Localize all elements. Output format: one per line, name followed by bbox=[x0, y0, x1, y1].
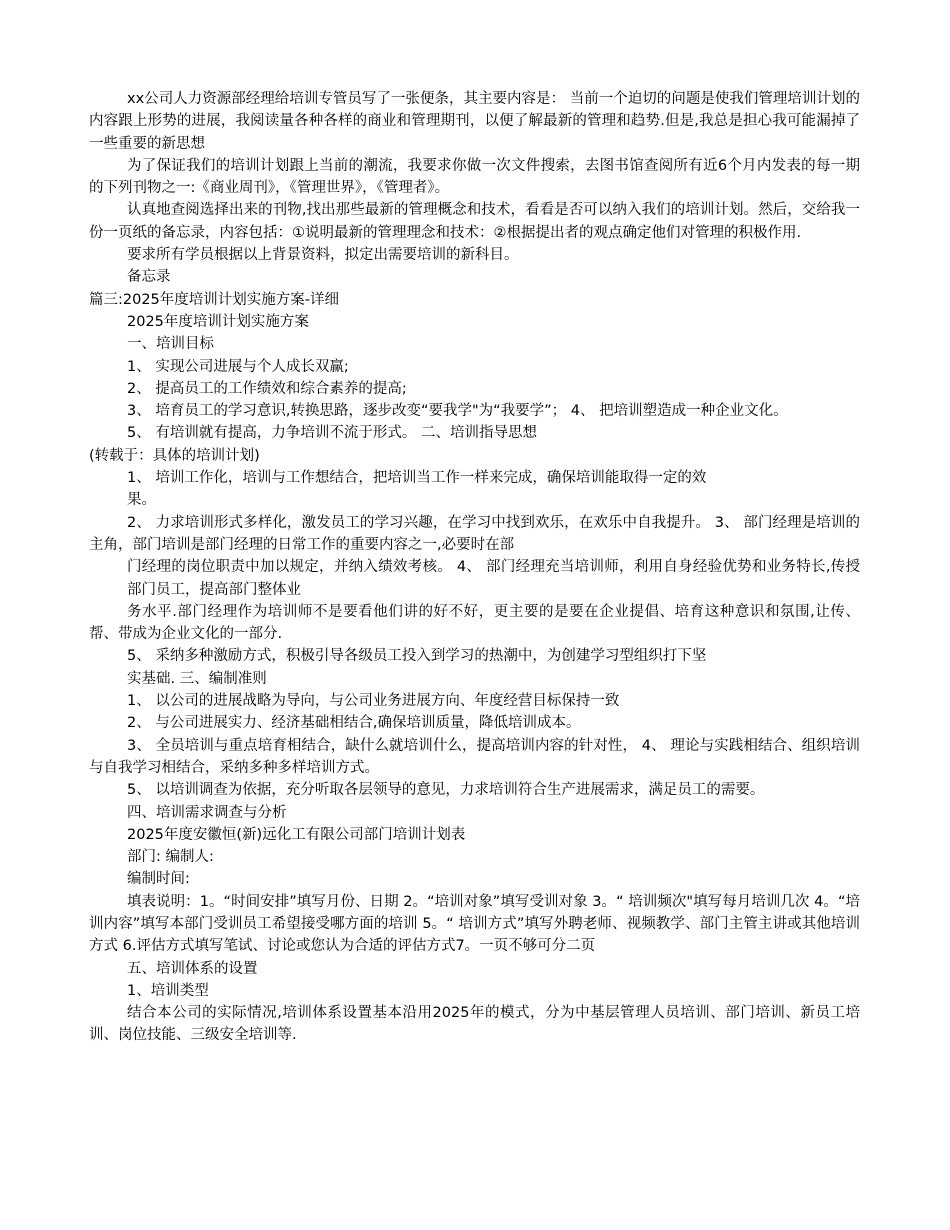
paragraph: 2025年度安徽恒(新)远化工有限公司部门培训计划表 bbox=[127, 826, 466, 843]
paragraph: 编制时间: bbox=[127, 871, 190, 888]
paragraph: 务水平.部门经理作为培训师不是要看他们讲的好不好，更主要的是要在企业提倡、培育这种意识和氛围,让传、帮、带成为企业文化的一部分. bbox=[89, 603, 860, 643]
paragraph: 3、 全员培训与重点培育相结合，缺什么就培训什么，提高培训内容的针对性， 4、 理论与实践相结合、组织培训与自我学习相结合，采纳多种多样培训方式。 bbox=[89, 737, 860, 776]
paragraph: (转载于：具体的培训计划) bbox=[89, 447, 260, 464]
paragraph: 3、 培育员工的学习意识,转换思路，逐步改变“要我学"为“我要学”； 4、 把培训塑造成一种企业文化。 bbox=[127, 403, 788, 420]
paragraph: 果。 bbox=[127, 492, 156, 509]
paragraph: 实基础. 三、编制准则 bbox=[127, 670, 267, 687]
paragraph: 一、培训目标 bbox=[127, 336, 214, 353]
paragraph: 为了保证我们的培训计划跟上当前的潮流，我要求你做一次文件搜索，去图书馆查阅所有近6个月内发表的每一期的下列刊物之一:《商业周刊》，《管理世界》，《管理者》。 bbox=[89, 157, 860, 197]
paragraph: 五、培训体系的设置 bbox=[127, 960, 258, 977]
paragraph: 5、 以培训调查为依据，充分听取各层领导的意见，力求培训符合生产进展需求，满足员工的需要。 bbox=[127, 782, 765, 799]
paragraph: 要求所有学员根据以上背景资料，拟定出需要培训的新科目。 bbox=[127, 247, 519, 264]
paragraph: 1、 培训工作化，培训与工作想结合，把培训当工作一样来完成，确保培训能取得一定的效 bbox=[127, 470, 707, 487]
paragraph: 四、培训需求调查与分析 bbox=[127, 804, 287, 821]
paragraph: 部门: 编制人: bbox=[127, 849, 214, 866]
paragraph: 认真地查阅选择出来的刊物,找出那些最新的管理概念和技术，看看是否可以纳入我们的培训计划。然后，交给我一份一页纸的备忘录，内容包括：①说明最新的管理理念和技术：②根据提出者的观点确定他们对管理的积极作用. bbox=[89, 202, 860, 241]
paragraph: 门经理的岗位职责中加以规定，并纳入绩效考核。 4、 部门经理充当培训师，利用自身经验优势和业务特长,传授部门员工，提高部门整体业 bbox=[127, 559, 860, 598]
paragraph: 1、 以公司的进展战略为导向，与公司业务进展方向、年度经营目标保持一致 bbox=[127, 693, 620, 710]
paragraph: 篇三:2025年度培训计划实施方案-详细 bbox=[89, 291, 340, 308]
paragraph: 2、 力求培训形式多样化，激发员工的学习兴趣，在学习中找到欢乐，在欢乐中自我提升。 3、 部门经理是培训的主角，部门培训是部门经理的日常工作的重要内容之一,必要时在部 bbox=[89, 514, 860, 553]
paragraph: 填表说明：1。“时间安排”填写月份、日期 2。“培训对象”填写受训对象 3。“ 培训频次"填写每月培训几次 4。“培训内容”填写本部门受训员工希望接受哪方面的培训 5。“ 培训方式”填写外聘老师、视频教学、部门主管主讲或其他培训方式 6.评估方式填写笔试、讨论或您认为合适的评估方式7。一页不够可分二页 bbox=[89, 893, 860, 955]
paragraph: 备忘录 bbox=[127, 269, 171, 286]
paragraph: 结合本公司的实际情况,培训体系设置基本沿用2025年的模式，分为中基层管理人员培训、部门培训、新员工培训、岗位技能、三级安全培训等. bbox=[89, 1005, 860, 1044]
paragraph: xx公司人力资源部经理给培训专管员写了一张便条，其主要内容是： 当前一个迫切的问题是使我们管理培训计划的内容跟上形势的进展，我阅读量各种各样的商业和管理期刊，以便了解最新的管理和趋势.但是,我总是担心我可能漏掉了一些重要的新思想 bbox=[89, 91, 860, 152]
paragraph: 2、 与公司进展实力、经济基础相结合,确保培训质量，降低培训成本。 bbox=[127, 715, 581, 732]
paragraph: 5、 有培训就有提高，力争培训不流于形式。 二、培训指导思想 bbox=[127, 425, 537, 442]
paragraph: 1、培训类型 bbox=[127, 982, 209, 999]
paragraph: 1、 实现公司进展与个人成长双赢; bbox=[127, 358, 349, 375]
paragraph: 2、 提高员工的工作绩效和综合素养的提高; bbox=[127, 380, 407, 397]
paragraph: 5、 采纳多种激励方式，积极引导各级员工投入到学习的热潮中，为创建学习型组织打下坚 bbox=[127, 648, 707, 665]
paragraph: 2025年度培训计划实施方案 bbox=[127, 313, 309, 330]
